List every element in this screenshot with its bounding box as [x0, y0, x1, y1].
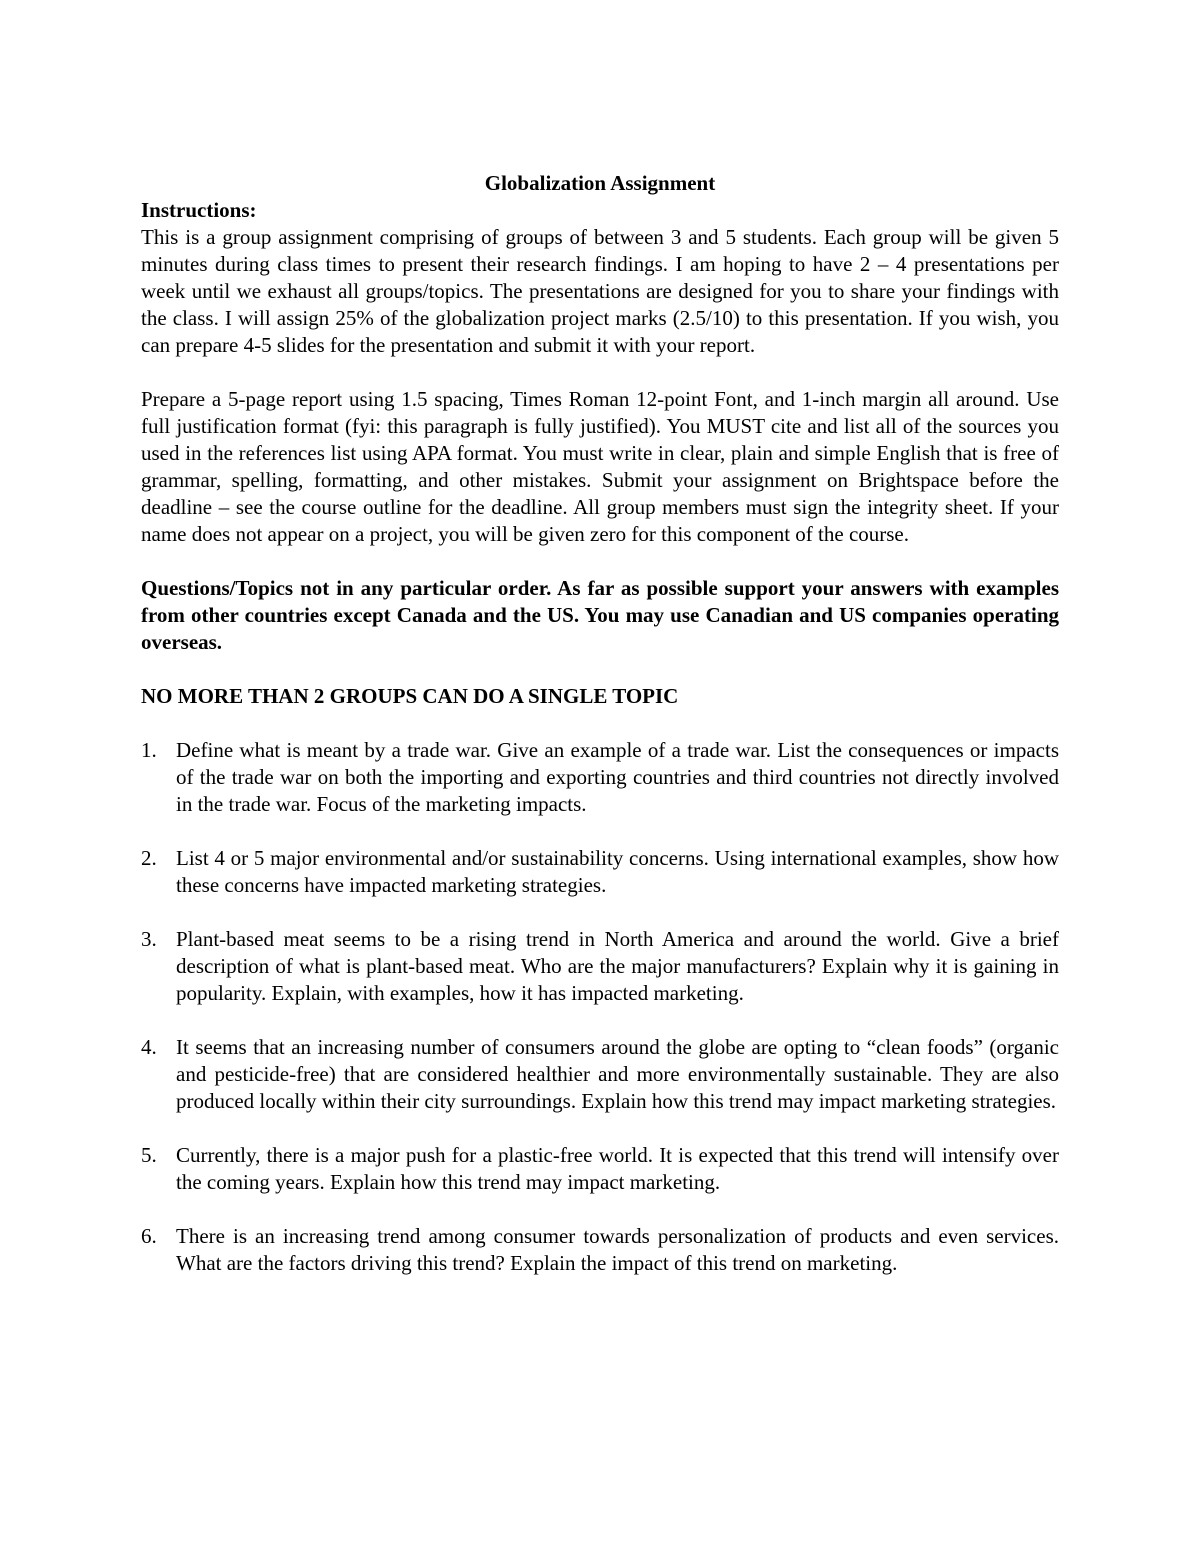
- topic-number: 4.: [141, 1035, 157, 1059]
- topic-text: Plant-based meat seems to be a rising trend in North America and around the world. Give a brief description of what is plant-based meat. Who are the major manufacturers? Explain why it is gaining in popularity. Explain, with examples, how it has impacted marketing.: [176, 927, 1059, 1005]
- spacer: [141, 656, 1059, 683]
- topic-item: [141, 737, 1059, 818]
- topic-text: Currently, there is a major push for a plastic-free world. It is expected that this trend will intensify over the coming years. Explain how this trend may impact marketing.: [176, 1143, 1059, 1194]
- topic-item: [141, 926, 1059, 1007]
- topic-text: List 4 or 5 major environmental and/or sustainability concerns. Using international examples, show how these concerns have impacted marketing strategies.: [176, 846, 1059, 897]
- topic-item: [141, 845, 1059, 899]
- topic-number: 1.: [141, 738, 157, 762]
- topic-item: [141, 1223, 1059, 1277]
- instructions-heading: Instructions:: [141, 198, 257, 222]
- topic-number: 5.: [141, 1143, 157, 1167]
- topic-text: There is an increasing trend among consumer towards personalization of products and even services. What are the factors driving this trend? Explain the impact of this trend on marketing.: [176, 1224, 1059, 1275]
- topic-number: 3.: [141, 927, 157, 951]
- topic-number: 6.: [141, 1224, 157, 1248]
- document-title: Globalization Assignment: [484, 171, 716, 195]
- topics-note-paragraph: Questions/Topics not in any particular order. As far as possible support your answers with examples from other countries except Canada and the US. You may use Canadian and US companies operating overseas.: [141, 576, 1059, 654]
- topic-number: 2.: [141, 846, 157, 870]
- topic-text: Define what is meant by a trade war. Give an example of a trade war. List the consequences or impacts of the trade war on both the importing and exporting countries and third countries not directly involved in the trade war. Focus of the marketing impacts.: [176, 738, 1059, 816]
- topic-item: [141, 1034, 1059, 1115]
- topic-text: It seems that an increasing number of consumers around the globe are opting to “clean foods” (organic and pesticide-free) that are considered healthier and more environmentally sustainable. They are also produced locally within their city surroundings. Explain how this trend may impact marketing strategies.: [176, 1035, 1059, 1113]
- instructions-paragraph: This is a group assignment comprising of groups of between 3 and 5 students. Each group will be given 5 minutes during class times to present their research findings. I am hoping to have 2 – 4 presentations per week until we exhaust all groups/topics. The presentations are designed for you to share your findings with the class. I will assign 25% of the globalization project marks (2.5/10) to this presentation. If you wish, you can prepare 4-5 slides for the presentation and submit it with your report.: [141, 225, 1059, 357]
- topics-list: [141, 737, 1059, 1277]
- spacer: [141, 359, 1059, 386]
- report-requirements-paragraph: Prepare a 5-page report using 1.5 spacing, Times Roman 12-point Font, and 1-inch margin all around. Use full justification format (fyi: this paragraph is fully justified). You MUST cite and list all of the sources you used in the references list using APA format. You must write in clear, plain and simple English that is free of grammar, spelling, formatting, and other mistakes. Submit your assignment on Brightspace before the deadline – see the course outline for the deadline. All group members must sign the integrity sheet. If your name does not appear on a project, you will be given zero for this component of the course.: [141, 387, 1059, 546]
- document-page: [141, 166, 1059, 1304]
- topic-item: [141, 1142, 1059, 1196]
- group-limit-heading: NO MORE THAN 2 GROUPS CAN DO A SINGLE TOPIC: [141, 684, 679, 708]
- spacer: [141, 548, 1059, 575]
- spacer: [141, 710, 1059, 737]
